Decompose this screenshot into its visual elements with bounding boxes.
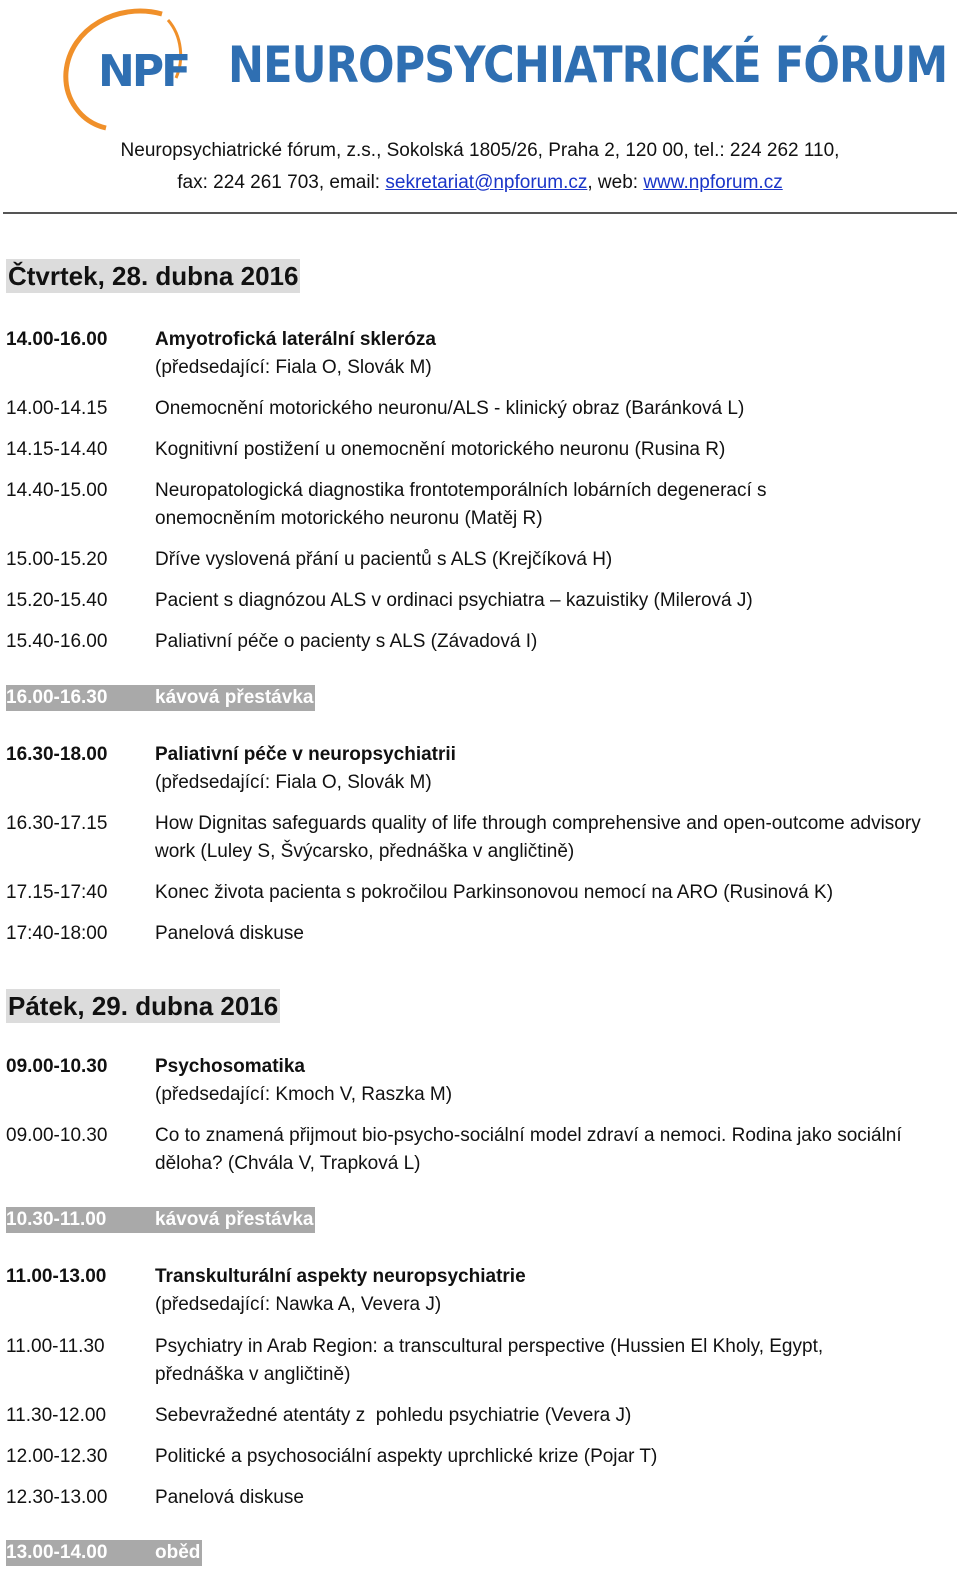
talk-time: 16.30-17.15 <box>6 813 108 834</box>
page-header <box>0 0 960 216</box>
talk-text: Sebevražedné atentáty z pohledu psychiatrie (Vevera J) <box>155 1405 632 1426</box>
break-time: 13.00-14.00 <box>6 1542 108 1563</box>
day-heading-1: Čtvrtek, 28. dubna 2016 <box>8 261 299 291</box>
talk-text: Pacient s diagnózou ALS v ordinaci psychiatra – kazuistiky (Milerová J) <box>155 590 753 611</box>
talk-time: 17.15-17:40 <box>6 882 108 903</box>
talk-text: Dříve vyslovená přání u pacientů s ALS (Krejčíková H) <box>155 549 613 570</box>
talk-text: Onemocnění motorického neuronu/ALS - klinický obraz (Baránková L) <box>155 398 745 419</box>
email-link[interactable]: sekretariat@npforum.cz <box>385 172 588 193</box>
break-time: 16.00-16.30 <box>6 687 108 708</box>
break-label: oběd <box>155 1542 201 1563</box>
talk-time: 17:40-18:00 <box>6 923 108 944</box>
session-title: Transkulturální aspekty neuropsychiatrie <box>155 1266 526 1287</box>
talk-time: 11.30-12.00 <box>6 1405 107 1426</box>
talk-text: How Dignitas safeguards quality of life through comprehensive and open-outcome advisory work (Luley S, Švýcarsko, přednáška v angličtině) <box>155 813 921 862</box>
break-bar <box>6 1540 202 1566</box>
session-title: Psychosomatika <box>155 1056 305 1077</box>
talk-time: 12.30-13.00 <box>6 1487 108 1508</box>
talk-time: 11.00-11.30 <box>6 1336 105 1357</box>
web-label: , web: <box>587 172 644 193</box>
web-link[interactable]: www.npforum.cz <box>643 172 783 193</box>
break-time: 10.30-11.00 <box>6 1209 107 1230</box>
break-label: kávová přestávka <box>155 687 314 708</box>
talk-time: 15.20-15.40 <box>6 590 108 611</box>
session-time: 16.30-18.00 <box>6 744 108 765</box>
org-name: NEUROPSYCHIATRICKÉ FÓRUM <box>228 36 948 94</box>
day-heading-2: Pátek, 29. dubna 2016 <box>8 991 279 1021</box>
talk-time: 12.00-12.30 <box>6 1446 108 1467</box>
talk-text: Psychiatry in Arab Region: a transcultural perspective (Hussien El Kholy, Egypt, přednáška v angličtině) <box>155 1336 824 1385</box>
session-time: 09.00-10.30 <box>6 1056 108 1077</box>
talk-text: Paliativní péče o pacienty s ALS (Závadová I) <box>155 631 538 652</box>
session-time: 14.00-16.00 <box>6 329 108 350</box>
logo-text: NPF <box>98 46 188 97</box>
session-chair: (předsedající: Kmoch V, Raszka M) <box>155 1084 453 1105</box>
break-label: kávová přestávka <box>155 1209 314 1230</box>
talk-text: Co to znamená přijmout bio-psycho-sociální model zdraví a nemoci. Rodina jako sociální děloha? (Chvála V, Trapková L) <box>155 1125 902 1174</box>
talk-text: Panelová diskuse <box>155 1487 304 1508</box>
talk-text: Kognitivní postižení u onemocnění motorického neuronu (Rusina R) <box>155 439 726 460</box>
talk-text: Panelová diskuse <box>155 923 304 944</box>
session-chair: (předsedající: Nawka A, Vevera J) <box>155 1294 442 1315</box>
talk-time: 14.15-14.40 <box>6 439 108 460</box>
break-bar <box>6 1207 315 1233</box>
talk-time: 14.00-14.15 <box>6 398 108 419</box>
talk-time: 15.40-16.00 <box>6 631 108 652</box>
talk-text: Politické a psychosociální aspekty uprchlické krize (Pojar T) <box>155 1446 658 1467</box>
session-title: Paliativní péče v neuropsychiatrii <box>155 744 456 765</box>
talk-time: 15.00-15.20 <box>6 549 108 570</box>
talk-time: 09.00-10.30 <box>6 1125 108 1146</box>
contact-line2 <box>0 172 960 194</box>
session-chair: (předsedající: Fiala O, Slovák M) <box>155 357 432 378</box>
talk-text: Neuropatologická diagnostika frontotemporálních lobárních degenerací s onemocněním motorického neuronu (Matěj R) <box>155 480 767 529</box>
talk-time: 14.40-15.00 <box>6 480 108 501</box>
talk-text: Konec života pacienta s pokročilou Parkinsonovou nemocí na ARO (Rusinová K) <box>155 882 834 903</box>
header-divider <box>3 212 957 214</box>
contact-fax-label: fax: 224 261 703, email: <box>177 172 386 193</box>
break-bar <box>6 685 315 711</box>
contact-address: Neuropsychiatrické fórum, z.s., Sokolská 1805/26, Praha 2, 120 00, tel.: 224 262 110, <box>120 140 840 161</box>
session-time: 11.00-13.00 <box>6 1266 107 1287</box>
session-chair: (předsedající: Fiala O, Slovák M) <box>155 772 432 793</box>
session-title: Amyotrofická laterální skleróza <box>155 329 436 350</box>
npf-logo <box>58 6 188 132</box>
